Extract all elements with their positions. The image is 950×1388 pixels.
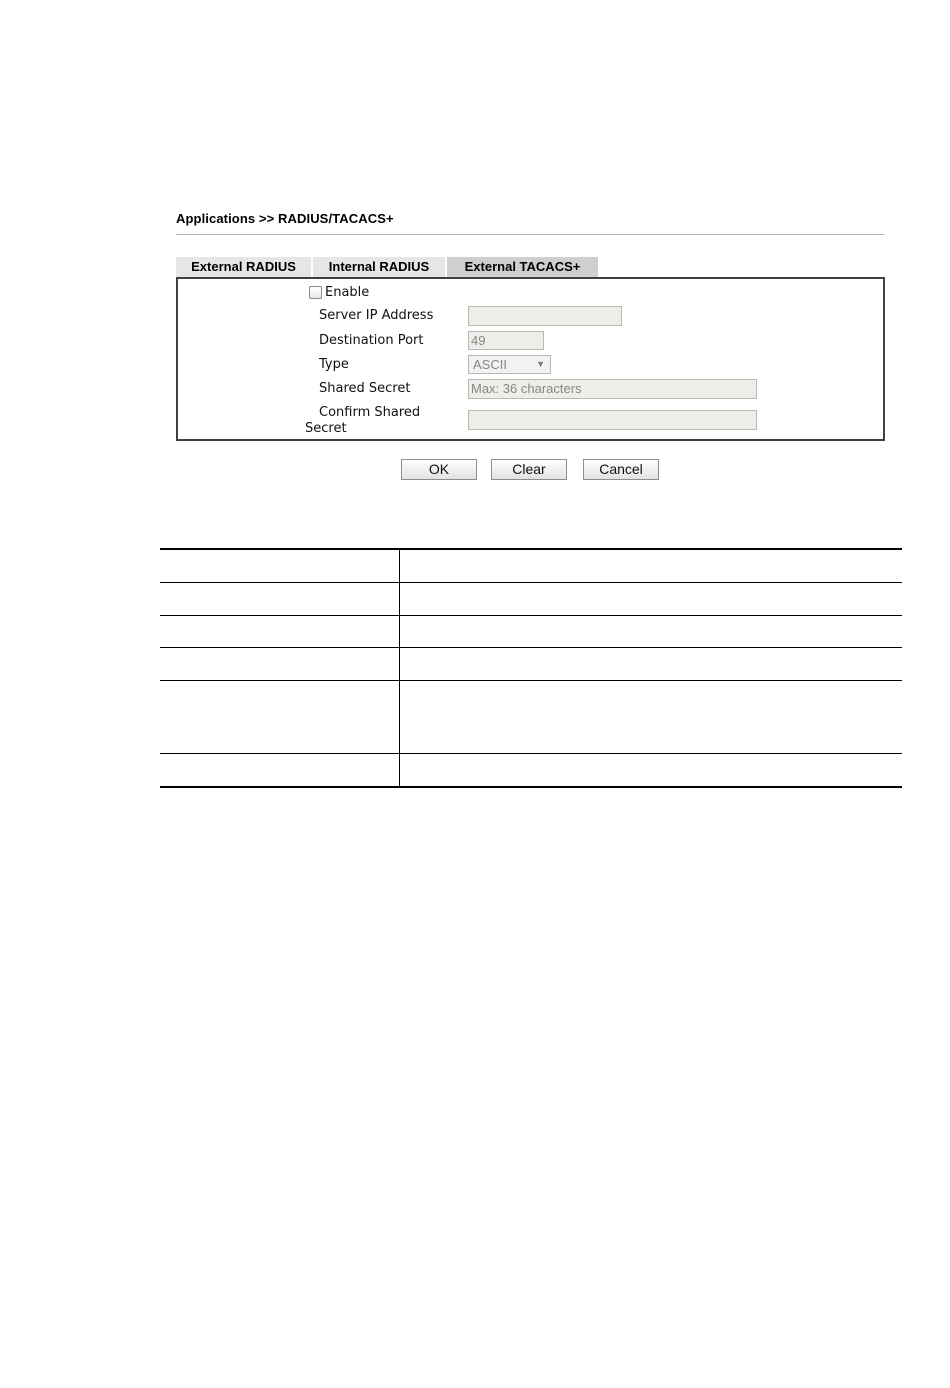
- destination-port-input[interactable]: 49: [468, 331, 544, 350]
- clear-button[interactable]: Clear: [491, 459, 567, 480]
- tab-internal-radius[interactable]: Internal RADIUS: [313, 257, 445, 277]
- confirm-secret-input[interactable]: [468, 410, 757, 430]
- confirm-secret-label-line1: Confirm Shared: [319, 405, 421, 420]
- confirm-secret-label-line2: Secret: [305, 421, 347, 436]
- enable-label: Enable: [325, 285, 370, 300]
- enable-checkbox[interactable]: [309, 286, 322, 299]
- type-select[interactable]: [468, 355, 551, 374]
- breadcrumb: Applications >> RADIUS/TACACS+: [176, 211, 394, 226]
- shared-secret-label: Shared Secret: [319, 381, 411, 396]
- table-row-divider: [160, 753, 902, 754]
- server-ip-label: Server IP Address: [319, 308, 434, 323]
- table-row-divider: [160, 615, 902, 616]
- table-column-divider: [399, 549, 400, 787]
- destination-port-label: Destination Port: [319, 333, 424, 348]
- cancel-button[interactable]: Cancel: [583, 459, 659, 480]
- type-select-value: ASCII: [473, 357, 507, 372]
- table-row-divider: [160, 647, 902, 648]
- tacacs-settings-panel: [176, 277, 885, 441]
- table-row-divider: [160, 582, 902, 583]
- tab-external-tacacs[interactable]: External TACACS+: [447, 257, 598, 277]
- description-table: [160, 548, 902, 788]
- table-border-bottom: [160, 786, 902, 788]
- server-ip-input[interactable]: [468, 306, 622, 326]
- dropdown-arrow-icon: ▼: [536, 359, 545, 369]
- ok-button[interactable]: OK: [401, 459, 477, 480]
- tab-external-radius[interactable]: External RADIUS: [176, 257, 311, 277]
- table-border-top: [160, 548, 902, 550]
- breadcrumb-divider: [176, 234, 884, 235]
- type-label: Type: [319, 357, 349, 372]
- shared-secret-input[interactable]: Max: 36 characters: [468, 379, 757, 399]
- table-row-divider: [160, 680, 902, 681]
